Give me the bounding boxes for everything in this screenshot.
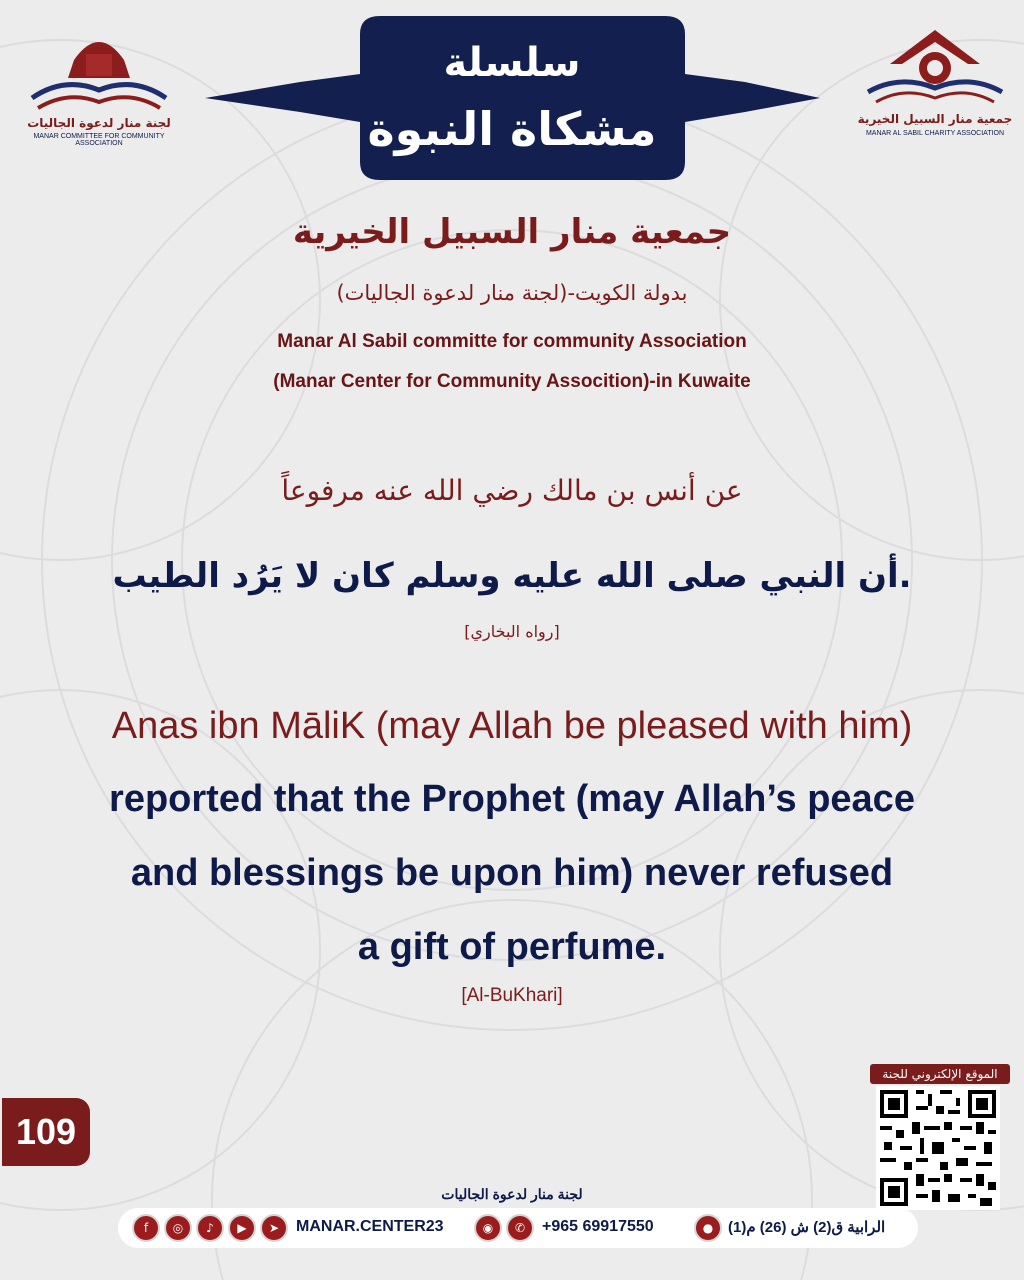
hadith-source-en: [Al-BuKhari]: [461, 985, 563, 1006]
committee-logo: [24, 20, 174, 115]
series-number-badge: 109: [2, 1098, 90, 1166]
footer-phone[interactable]: +965 69917550: [542, 1218, 654, 1235]
footer-committee-name: لجنة منار لدعوة الجاليات: [441, 1186, 583, 1202]
youtube-icon[interactable]: ▶: [228, 1214, 256, 1242]
qr-label: الموقع الإلكتروني للجنة: [870, 1064, 1010, 1084]
hadith-en-line-3: and blessings be upon him) never refused: [130, 852, 894, 894]
telegram-icon[interactable]: ➤: [260, 1214, 288, 1242]
association-logo-caption-en: MANAR AL SABIL CHARITY ASSOCIATION: [865, 130, 1005, 137]
hadith-intro-ar: عن أنس بن مالك رضي الله عنه مرفوعاً: [281, 474, 743, 507]
banner-line-1: سلسلة: [443, 40, 581, 86]
organization-name-en: Manar Al Sabil committe for community Association: [277, 331, 747, 352]
association-logo: [860, 16, 1010, 111]
footer-handle[interactable]: MANAR.CENTER23: [296, 1218, 444, 1235]
committee-name-ar: (لجنة منار لدعوة الجاليات)-بدولة الكويت: [336, 281, 688, 305]
hadith-en-line-4: a gift of perfume.: [357, 926, 667, 968]
whatsapp-icon[interactable]: ✆: [506, 1214, 534, 1242]
tiktok-icon[interactable]: ♪: [196, 1214, 224, 1242]
hadith-source-ar: [رواه البخاري]: [464, 622, 560, 641]
snapchat-icon[interactable]: ◉: [474, 1214, 502, 1242]
footer-address: الرابية ق(2) ش (26) م(1): [728, 1219, 886, 1236]
committee-logo-caption-en: MANAR COMMITTEE FOR COMMUNITY ASSOCIATION: [33, 133, 165, 147]
facebook-icon[interactable]: f: [132, 1214, 160, 1242]
hadith-en-line-2: reported that the Prophet (may Allah’s peace: [109, 778, 915, 820]
location-icon[interactable]: ●: [694, 1214, 722, 1242]
organization-name-ar: جمعية منار السبيل الخيرية: [292, 212, 732, 252]
committee-logo-caption: لجنة منار لدعوة الجاليات: [27, 116, 171, 130]
instagram-icon[interactable]: ◎: [164, 1214, 192, 1242]
hadith-text-ar: أن النبي صلى الله عليه وسلم كان لا يَرُد الطيب.: [112, 556, 912, 596]
committee-name-en: (Manar Center for Community Assocition)-in Kuwaite: [273, 371, 751, 392]
hadith-en-line-1: Anas ibn MāliK (may Allah be pleased with him): [111, 705, 913, 747]
banner-line-2: مشكاة النبوة: [367, 102, 657, 156]
association-logo-caption: جمعية منار السبيل الخيرية: [857, 112, 1013, 126]
